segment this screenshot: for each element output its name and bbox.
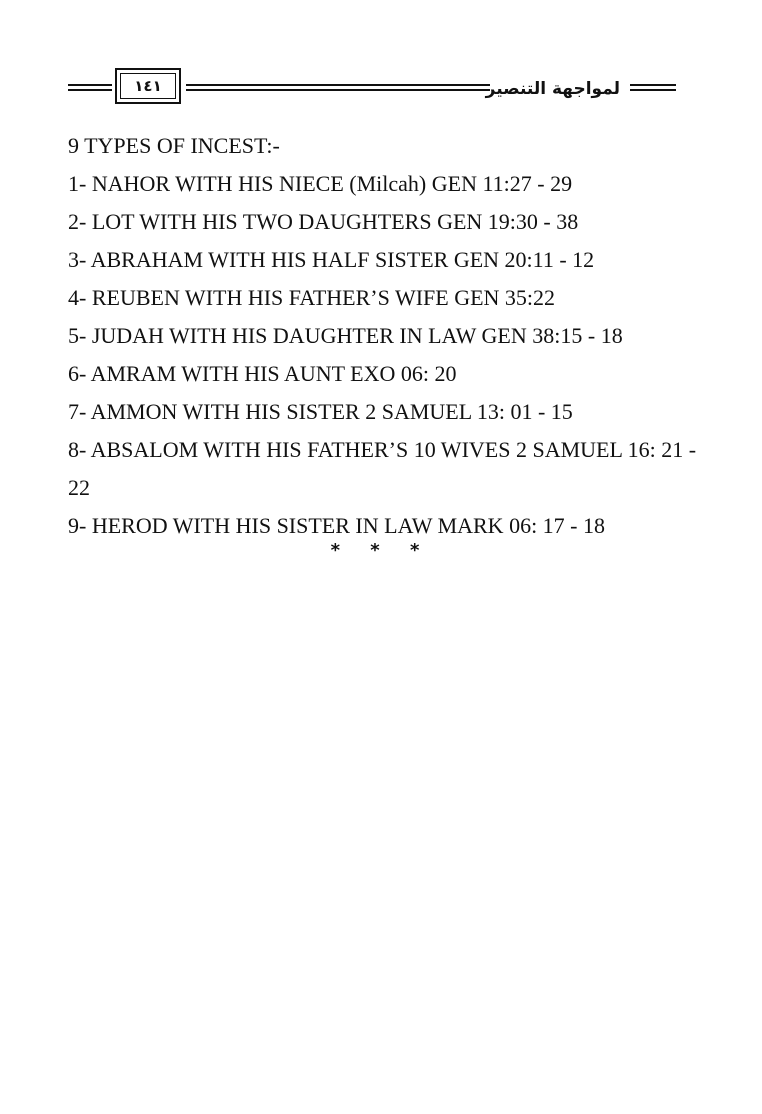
list-item: 4- REUBEN WITH HIS FATHER’S WIFE GEN 35:22 bbox=[68, 285, 556, 310]
list-item: 3- ABRAHAM WITH HIS HALF SISTER GEN 20:11 - 12 bbox=[68, 247, 595, 272]
list-item: 7- AMMON WITH HIS SISTER 2 SAMUEL 13: 01 - 15 bbox=[68, 399, 573, 424]
running-title: لمواجهة التنصير bbox=[485, 79, 620, 99]
list-item: 8- ABSALOM WITH HIS FATHER’S 10 WIVES 2 SAMUEL 16: 21 - 22 bbox=[68, 437, 697, 500]
list-item: 6- AMRAM WITH HIS AUNT EXO 06: 20 bbox=[68, 361, 457, 386]
list-item: 5- JUDAH WITH HIS DAUGHTER IN LAW GEN 38:15 - 18 bbox=[68, 323, 623, 348]
section-heading: 9 TYPES OF INCEST:- bbox=[68, 133, 280, 158]
header-rule-middle bbox=[186, 84, 490, 91]
section-separator: * * * bbox=[330, 540, 432, 561]
list-item: 2- LOT WITH HIS TWO DAUGHTERS GEN 19:30 - 38 bbox=[68, 209, 579, 234]
page-header bbox=[0, 0, 762, 120]
header-rule-right bbox=[630, 84, 676, 91]
header-rule-left bbox=[68, 84, 112, 91]
page-number: ١٤١ bbox=[120, 73, 176, 99]
list-item: 1- NAHOR WITH HIS NIECE (Milcah) GEN 11:27 - 29 bbox=[68, 171, 573, 196]
page-content bbox=[68, 127, 698, 545]
page-number-box bbox=[115, 68, 181, 104]
list-item: 9- HEROD WITH HIS SISTER IN LAW MARK 06: 17 - 18 bbox=[68, 513, 606, 538]
